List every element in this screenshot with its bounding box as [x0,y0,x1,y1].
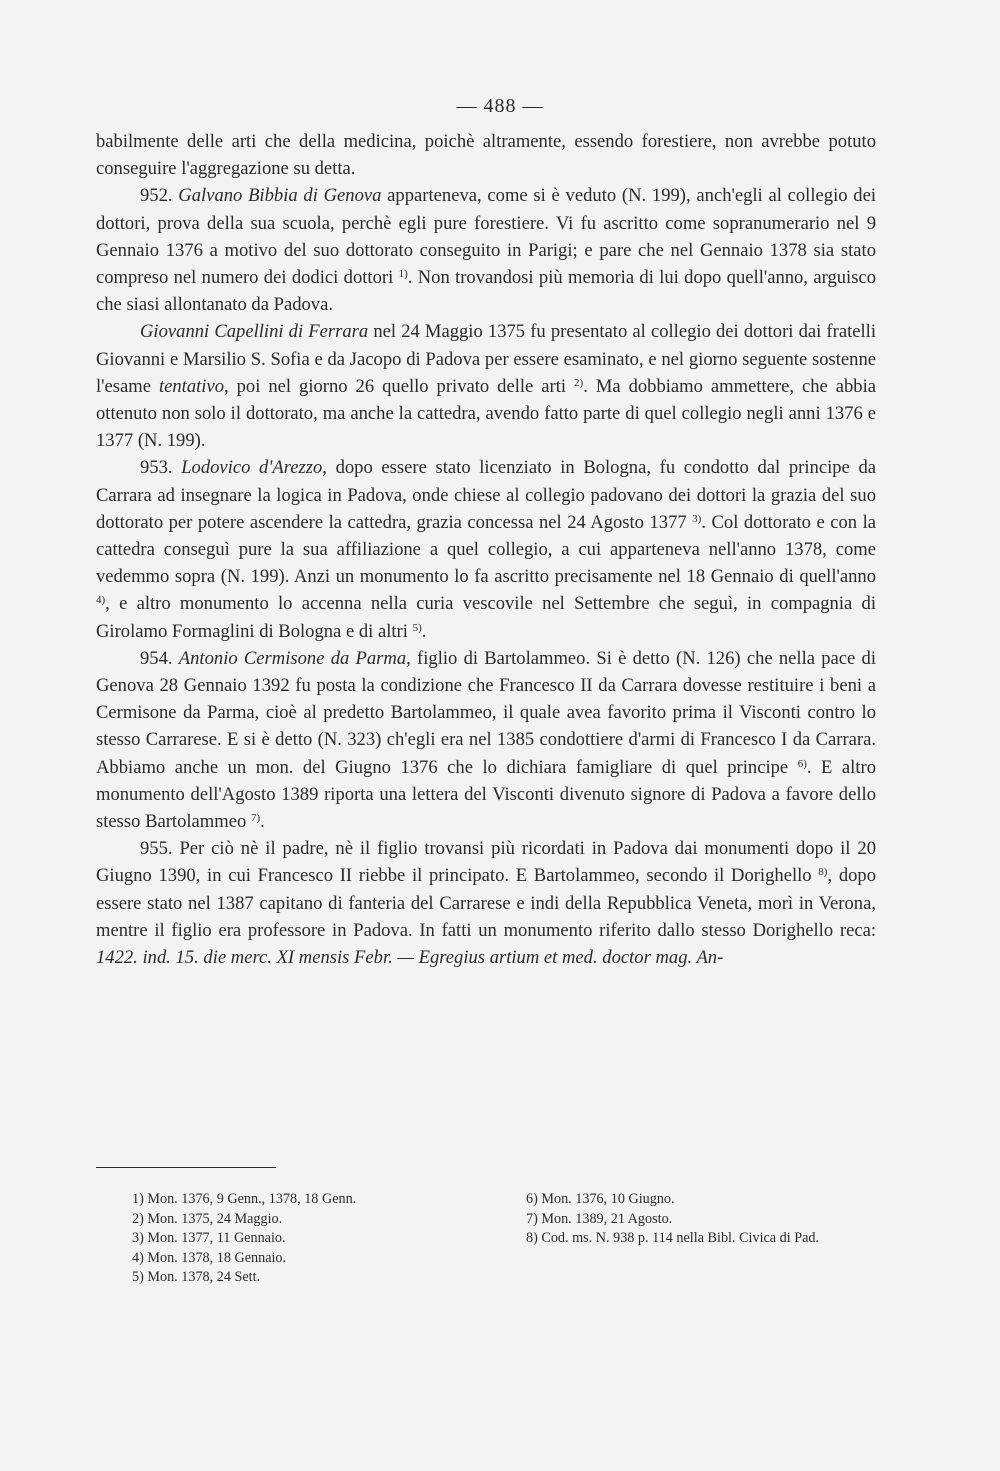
footnote-ref: 8) [818,866,828,879]
paragraph [96,645,876,835]
text: 953. [140,457,182,479]
footnote-rule [96,1167,276,1168]
text: 952. [140,185,179,207]
footnote-ref: 7) [250,812,261,825]
italic-text: Antonio Cermisone da Parma [178,647,407,669]
text: , dopo essere stato nel 1387 capitano di fanteria del Carrarese e indi della Repubblica Veneta, morì in Verona, mentre il figlio era professore in Padova. In fatti un monumento riferito dallo stesso Dorighello reca: [96,865,877,941]
footnote: 4) Mon. 1378, 18 Gennaio. [132,1249,287,1266]
footnote: 8) Cod. ms. N. 938 p. 114 nella Bibl. Civica di Pad. [526,1230,820,1247]
text: apparteneva, come si è veduto (N. 199), anch'egli al collegio dei dottori, prova della sua scuola, perchè egli pure forestiere. Vi fu ascritto come sopranumerario nel 9 Gennaio 1376 a motivo del suo dottorato conseguito in Parigi; e pare che nel Gennaio 1378 sia stato compreso nel numero dei dodici dottori [96,185,876,289]
paragraph [96,318,876,454]
footnotes-left [132,1190,462,1288]
text: . [421,620,427,642]
text: 954. [140,647,179,669]
paragraph [96,182,876,318]
footnote-ref: 6) [797,757,807,770]
footnote: 6) Mon. 1376, 10 Giugno. [526,1191,675,1207]
italic-text: Giovanni Capellini di Ferrara [140,321,369,343]
footnote-ref: 5) [412,621,422,634]
italic-text: 1422. ind. 15. die merc. XI mensis Febr. — Egregius artium et med. doctor mag. An- [96,947,724,969]
page-number: — 488 — [456,95,544,117]
text: . Ma dobbiamo ammettere, che abbia ottenuto non solo il dottorato, ma anche la cattedra, avendo fatto parte di quel collegio negli anni 1376 e 1377 (N. 199). [96,375,877,452]
text: babilmente delle arti che della medicina, poichè altramente, essendo forestiere, non avrebbe potuto conseguire l'aggregazione su detta. [96,131,876,180]
text: . Col dottorato e con la cattedra conseguì pure la sua affiliazione a quel collegio, a cui apparteneva nell'anno 1378, come vedemmo sopra (N. 199). Anzi un monumento lo fa ascritto precisamente nel 18 Gennaio di quell'anno [96,511,876,588]
footnote: 7) Mon. 1389, 21 Agosto. [526,1210,673,1227]
text: , e altro monumento lo accenna nella curia vescovile nel Settembre che seguì, in compagnia di Girolamo Formaglini di Bologna e di altri [96,593,876,642]
footnotes-right [498,1190,876,1249]
italic-text: tentativo [158,375,225,397]
text: . Non trovandosi più memoria di lui dopo quell'anno, arguisco che siasi allontanato da Padova. [96,267,876,316]
text: , figlio di Bartolammeo. Si è detto (N. 126) che nella pace di Genova 28 Gennaio 1392 fu posta la condizione che Francesco II da Carrara dovesse restituire i beni a Cermisone da Parma, cioè al predetto Bartolammeo, il quale avea favorito prima il Visconti contro lo stesso Carrarese. E si è detto (N. 323) ch'egli era nel 1385 condottiere d'armi di Francesco I da Carrara. Abbiamo anche un mon. del Giugno 1376 che lo dichiara famigliare di quel principe [96,647,876,778]
italic-text: Galvano Bibbia di Genova [178,185,382,207]
paragraph [96,835,876,971]
text: , dopo essere stato licenziato in Bologna, fu condotto dal principe da Carrara ad insegnare la logica in Padova, onde chiese al collegio padovano dei dottori la grazia del suo dottorato per potere ascendere la cattedra, grazia concessa nel 24 Agosto 1377 [96,457,876,533]
footnote: 2) Mon. 1375, 24 Maggio. [132,1210,283,1227]
italic-text: Lodovico d'Arezzo [181,457,323,479]
footnote: 5) Mon. 1378, 24 Sett. [132,1269,261,1286]
footnote-ref: 2) [574,376,584,389]
text: , poi nel giorno 26 quello privato delle arti [224,375,575,397]
body-text [96,128,876,971]
paragraph [96,128,876,182]
paragraph [96,454,876,644]
footnote-ref: 3) [692,512,702,525]
text: . E altro monumento dell'Agosto 1389 riporta una lettera del Visconti divenuto signore di Padova a favore dello stesso Bartolammeo [96,756,876,833]
text: nel 24 Maggio 1375 fu presentato al collegio dei dottori dai fratelli Giovanni e Marsilio S. Sofia e da Jacopo di Padova per essere esaminato, e nel giorno seguente sostenne l'esame [96,321,876,397]
footnote: 3) Mon. 1377, 11 Gennaio. [132,1230,286,1247]
footnote-ref: 4) [96,594,106,607]
text: . [260,811,265,833]
text: 955. Per ciò nè il padre, nè il figlio trovansi più ricordati in Padova dai monumenti dopo il 20 Giugno 1390, in cui Francesco II riebbe il principato. E Bartolammeo, secondo il Dorighello [96,838,876,887]
footnote: 1) Mon. 1376, 9 Genn., 1378, 18 Genn. [132,1191,357,1207]
footnote-ref: 1) [398,268,408,281]
